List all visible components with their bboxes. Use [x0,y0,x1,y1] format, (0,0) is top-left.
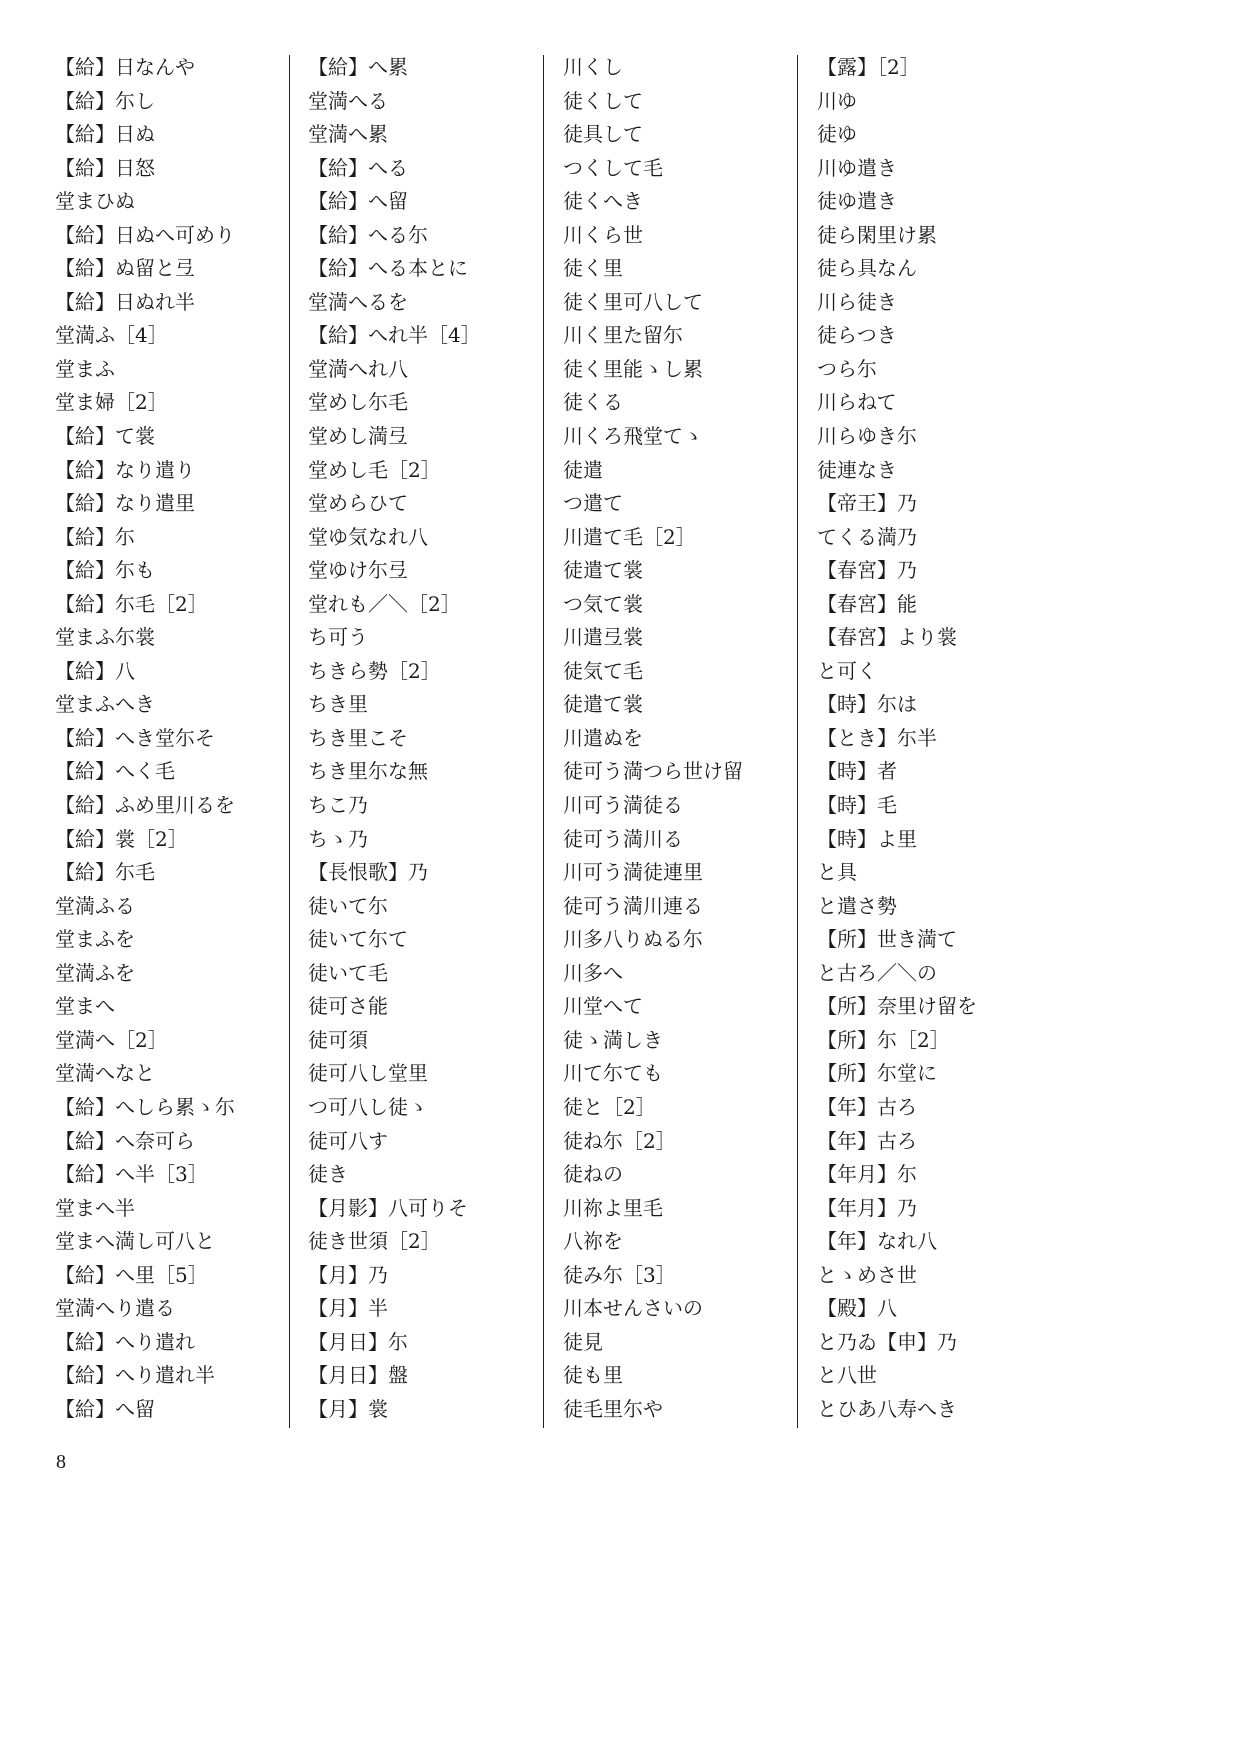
index-entry: 徒連なき [817,457,897,482]
index-entry: とひあ八寿へき [817,1396,957,1421]
index-entry: 川くら世 [563,222,643,247]
index-entry: 【年】古ろ [817,1128,917,1153]
index-entry: 【春宮】乃 [817,558,917,583]
index-entry: 【所】尓［2］ [817,1027,950,1052]
index-entry: 【給】へり遣れ半 [55,1363,215,1388]
index-entry: と古ろ／＼の [817,960,937,985]
index-entry: 徒ら具なん [817,256,917,281]
index-entry: 徒可八す [308,1128,388,1153]
index-entry: 【給】て裳 [55,424,155,449]
index-entry: 川堂へて [563,994,643,1019]
index-entry: 【年月】乃 [817,1195,917,1220]
index-entry: 【給】尓し [55,88,155,113]
index-entry: 徒可う満川る [563,826,683,851]
index-entry: 【給】へれ半［4］ [308,323,481,348]
index-entry: 【給】日ぬへ可めり [55,222,235,247]
index-entry: 【月】乃 [308,1262,388,1287]
index-entry: 【長恨歌】乃 [308,860,428,885]
index-entry: 【給】へる [308,155,408,180]
index-entry: ち可う [308,625,368,650]
index-entry: 堂満へ累 [308,122,388,147]
index-entry: ちきら勢［2］ [308,658,441,683]
index-entry: 【給】へ里［5］ [55,1262,208,1287]
index-entry: 【とき】尓半 [817,725,937,750]
index-entry: 【給】へしら累ゝ尓 [55,1094,235,1119]
index-entry: 【給】へ半［3］ [55,1162,208,1187]
index-entry: 徒くる [563,390,623,415]
index-entry: 徒と［2］ [563,1094,656,1119]
index-entry: 堂めし尓毛 [308,390,408,415]
index-entry: 徒く里 [563,256,623,281]
index-entry: 【月日】尓 [308,1329,408,1354]
index-entry: 【給】へ留 [55,1396,155,1421]
column-1 [55,51,280,1426]
index-entry: 川遣ぬを [563,725,643,750]
index-entry: と遣さ勢 [817,893,897,918]
index-entry: ちき里こそ [308,725,408,750]
index-entry: 【給】裳［2］ [55,826,188,851]
index-entry: 堂まふ尓裳 [55,625,155,650]
index-entry: 徒ね尓［2］ [563,1128,676,1153]
index-entry: 【給】ふめ里川るを [55,793,235,818]
index-entry: 川遣弖裳 [563,625,643,650]
index-entry: 堂まへ半 [55,1195,135,1220]
index-entry: 【時】者 [817,759,897,784]
index-entry: 堂まふ [55,356,115,381]
index-entry: 堂まふを [55,927,135,952]
column-divider-3 [797,55,798,1428]
index-entry: と乃ゐ【申】乃 [817,1329,957,1354]
index-entry: 堂満ふを [55,960,135,985]
index-entry: 徒ねの [563,1162,623,1187]
index-entry: 徒ら閑里け累 [817,222,937,247]
index-entry: 【給】へる尓 [308,222,428,247]
index-entry: 徒いて尓 [308,893,388,918]
index-entry: 堂めし満弖 [308,424,408,449]
index-entry: 川ゆ [817,88,857,113]
index-entry: 川らゆき尓 [817,424,917,449]
index-entry: 堂満へ［2］ [55,1027,168,1052]
index-entry: 【給】日怒 [55,155,155,180]
index-entry: 【月影】八可りそ [308,1195,468,1220]
index-entry: 【給】へり遣れ [55,1329,195,1354]
index-entry: 【月】半 [308,1296,388,1321]
index-entry: てくる満乃 [817,524,917,549]
index-entry: 堂ま婦［2］ [55,390,168,415]
index-entry: 徒き世須［2］ [308,1229,441,1254]
index-entry: 徒ゆ遣き [817,189,897,214]
index-entry: 堂満ふる [55,893,135,918]
index-entry: 川らねて [817,390,897,415]
index-entry: 徒気て毛 [563,658,643,683]
index-entry: 徒く里可八して [563,289,703,314]
index-entry: 川祢よ里毛 [563,1195,663,1220]
index-entry: 川遣て毛［2］ [563,524,696,549]
index-entry: と八世 [817,1363,877,1388]
index-entry: 川くし [563,55,623,79]
index-entry: 【給】八 [55,658,135,683]
column-3 [563,51,788,1426]
index-entry: 川ら徒き [817,289,897,314]
index-entry: 川可う満徒る [563,793,683,818]
index-entry: 【露】［2］ [817,55,920,79]
index-entry: 【給】へく毛 [55,759,175,784]
index-entry: 堂満へなと [55,1061,155,1086]
index-entry: 川て尓ても [563,1061,663,1086]
index-entry: 【給】日ぬ [55,122,155,147]
index-entry: 徒く里能ゝし累 [563,356,703,381]
index-entry: 【給】へる本とに [308,256,468,281]
index-entry: ちこ乃 [308,793,368,818]
index-entry: 徒可さ能 [308,994,388,1019]
index-entry: 徒具して [563,122,643,147]
index-entry: 徒も里 [563,1363,623,1388]
index-entry: 堂めし毛［2］ [308,457,441,482]
index-entry: 堂満へり遣る [55,1296,175,1321]
index-entry: 【給】日ぬれ半 [55,289,195,314]
index-entry: 徒毛里尓や [563,1396,663,1421]
index-entry: 【年月】尓 [817,1162,917,1187]
index-entry: つ可八し徒ゝ [308,1094,428,1119]
index-entry: とゝめさ世 [817,1262,917,1287]
index-entry: 堂まへ [55,994,115,1019]
index-entry: 徒可う満つら世け留 [563,759,743,784]
index-entry: 徒くへき [563,189,643,214]
index-entry: 堂ゆ気なれ八 [308,524,428,549]
index-entry: 川多八りぬる尓 [563,927,703,952]
index-entry: 堂満ふ［4］ [55,323,168,348]
index-entry: 徒らつき [817,323,897,348]
index-entry: 【月】裳 [308,1396,388,1421]
index-entry: 【年】古ろ [817,1094,917,1119]
index-entry: 川可う満徒連里 [563,860,703,885]
index-entry: 堂れも／＼［2］ [308,591,461,616]
index-entry: 徒ゆ [817,122,857,147]
index-entry: 川くろ飛堂てゝ [563,424,703,449]
index-entry: 徒可須 [308,1027,368,1052]
index-entry: 【給】へき堂尓そ [55,725,215,750]
index-entry: 堂満へる [308,88,388,113]
index-entry: 【所】世き満て [817,927,957,952]
index-entry: 【時】毛 [817,793,897,818]
index-entry: 川ゆ遣き [817,155,897,180]
index-entry: 徒遣て裳 [563,692,643,717]
index-entry: 川く里た留尓 [563,323,683,348]
index-entry: 【時】尓は [817,692,917,717]
index-entry: 徒可八し堂里 [308,1061,428,1086]
index-entry: 堂まへ満し可八と [55,1229,215,1254]
index-entry: 【月日】盤 [308,1363,408,1388]
column-divider-1 [289,55,290,1428]
index-entry: 徒き [308,1162,348,1187]
index-entry: 【年】なれ八 [817,1229,937,1254]
index-entry: 【給】日なんや [55,55,195,79]
index-entry: ちき里尓な無 [308,759,428,784]
index-entry: 【給】尓 [55,524,135,549]
index-entry: 【春宮】能 [817,591,917,616]
index-entry: 【給】へ累 [308,55,408,79]
index-entry: 【所】奈里け留を [817,994,977,1019]
index-entry: 徒遣 [563,457,603,482]
index-entry: 川多へ [563,960,623,985]
index-entry: 八祢を [563,1229,623,1254]
index-entry: 堂まふへき [55,692,155,717]
index-entry: 【給】尓も [55,558,155,583]
index-entry: 【所】尓堂に [817,1061,937,1086]
index-entry: 【給】尓毛［2］ [55,591,208,616]
index-entry: つ遣て [563,491,623,516]
column-divider-2 [543,55,544,1428]
index-entry: と具 [817,860,857,885]
index-entry: 堂満へれ八 [308,356,408,381]
index-entry: 川本せんさいの [563,1296,703,1321]
index-entry: 徒見 [563,1329,603,1354]
index-entry: 徒くして [563,88,643,113]
index-entry: 【給】へ留 [308,189,408,214]
index-entry: 【給】へ奈可ら [55,1128,195,1153]
index-entry: 【殿】八 [817,1296,897,1321]
index-entry: 徒いて毛 [308,960,388,985]
column-4 [817,51,1042,1426]
index-entry: 徒可う満川連る [563,893,703,918]
index-entry: 【給】ぬ留と弖 [55,256,195,281]
index-entry: 徒ゝ満しき [563,1027,663,1052]
index-entry: 堂まひぬ [55,189,135,214]
page-number: 8 [56,1451,66,1473]
index-entry: 徒遣て裳 [563,558,643,583]
index-entry: 堂めらひて [308,491,408,516]
index-entry: 堂満へるを [308,289,408,314]
index-entry: つくして毛 [563,155,663,180]
index-entry: 【帝王】乃 [817,491,917,516]
index-entry: 堂ゆけ尓弖 [308,558,408,583]
index-entry: 【時】よ里 [817,826,917,851]
index-entry: 【春宮】より裳 [817,625,957,650]
index-entry: 【給】なり遣里 [55,491,195,516]
index-entry: ちき里 [308,692,368,717]
index-entry: 【給】なり遣り [55,457,195,482]
index-entry: つ気て裳 [563,591,643,616]
index-entry: と可く [817,658,877,683]
index-entry: つら尓 [817,356,877,381]
index-entry: 【給】尓毛 [55,860,155,885]
column-2 [308,51,533,1426]
index-entry: 徒いて尓て [308,927,408,952]
index-entry: ちゝ乃 [308,826,368,851]
index-entry: 徒み尓［3］ [563,1262,676,1287]
